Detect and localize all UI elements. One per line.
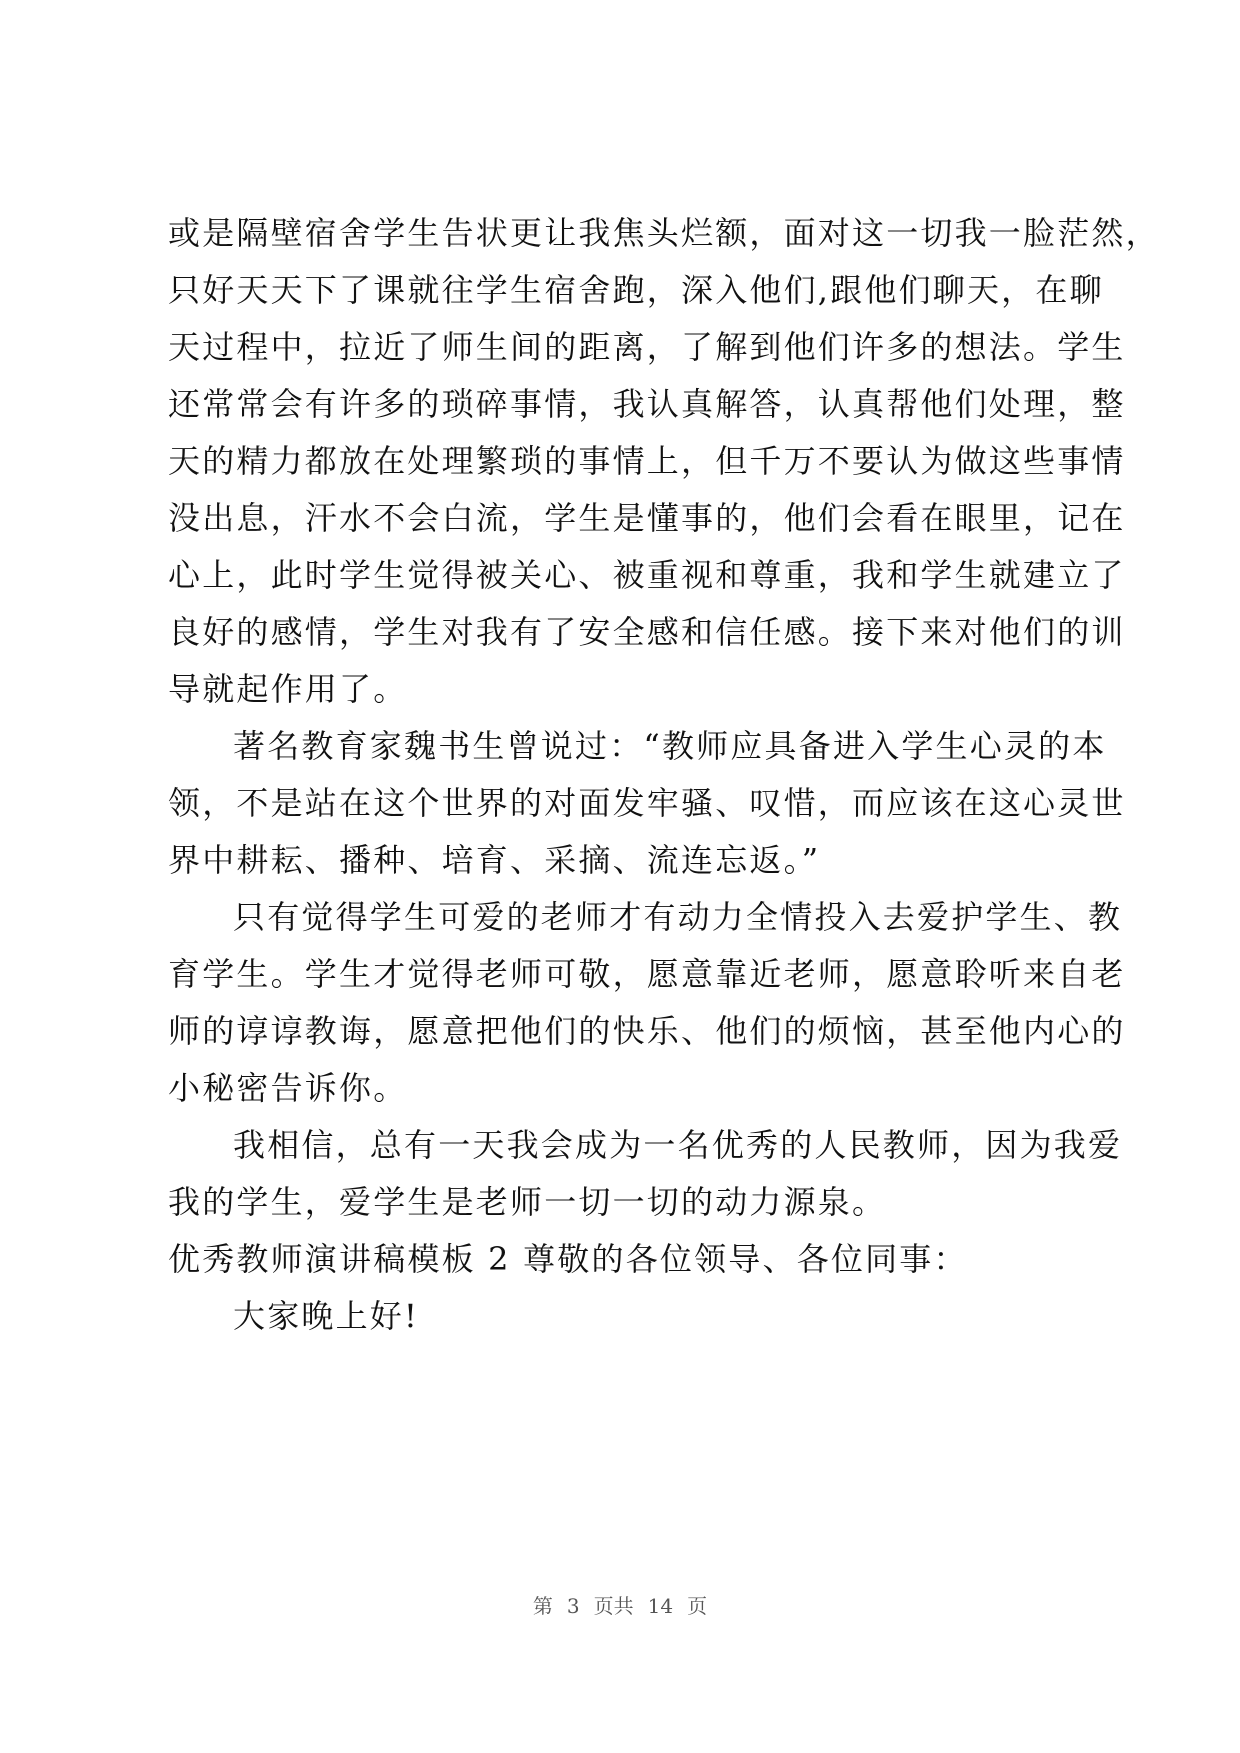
current-page-number: 3 [566, 1594, 580, 1618]
paragraph-line: 师的谆谆教诲，愿意把他们的快乐、他们的烦恼，甚至他内心的 [168, 1012, 1126, 1050]
paragraph-line: 良好的感情，学生对我有了安全感和信任感。接下来对他们的训 [168, 613, 1126, 651]
greeting-line: 大家晚上好! [233, 1297, 420, 1335]
section-heading-line: 优秀教师演讲稿模板 2 尊敬的各位领导、各位同事： [168, 1240, 968, 1278]
paragraph-line: 没出息，汗水不会白流，学生是懂事的，他们会看在眼里，记在 [168, 499, 1126, 537]
paragraph-line: 我的学生，爱学生是老师一切一切的动力源泉。 [168, 1183, 887, 1221]
paragraph-line: 界中耕耘、播种、培育、采摘、流连忘返。” [168, 841, 821, 879]
paragraph-line: 心上，此时学生觉得被关心、被重视和尊重，我和学生就建立了 [168, 556, 1126, 594]
paragraph-line: 育学生。学生才觉得老师可敬，愿意靠近老师，愿意聆听来自老 [168, 955, 1126, 993]
paragraph-line: 天过程中，拉近了师生间的距离，了解到他们许多的想法。学生 [168, 328, 1126, 366]
footer-suffix: 页 [687, 1594, 708, 1618]
page-footer [0, 1590, 1240, 1619]
paragraph-line: 著名教育家魏书生曾说过：“教师应具备进入学生心灵的本 [233, 727, 1107, 765]
paragraph-line: 小秘密告诉你。 [168, 1069, 408, 1107]
paragraph-line: 还常常会有许多的琐碎事情，我认真解答，认真帮他们处理，整 [168, 385, 1126, 423]
total-pages-number: 14 [647, 1594, 674, 1618]
paragraph-line: 只有觉得学生可爱的老师才有动力全情投入去爱护学生、教 [233, 898, 1123, 936]
paragraph-line: 领，不是站在这个世界的对面发牢骚、叹惜，而应该在这心灵世 [168, 784, 1126, 822]
paragraph-line: 我相信，总有一天我会成为一名优秀的人民教师，因为我爱 [233, 1126, 1123, 1164]
footer-prefix: 第 [532, 1594, 553, 1618]
footer-middle: 页共 [593, 1594, 634, 1618]
paragraph-line: 或是隔壁宿舍学生告状更让我焦头烂额，面对这一切我一脸茫然， [168, 214, 1160, 252]
paragraph-line: 天的精力都放在处理繁琐的事情上，但千万不要认为做这些事情 [168, 442, 1126, 480]
paragraph-line: 导就起作用了。 [168, 670, 408, 708]
paragraph-line: 只好天天下了课就往学生宿舍跑，深入他们,跟他们聊天，在聊 [168, 271, 1104, 309]
